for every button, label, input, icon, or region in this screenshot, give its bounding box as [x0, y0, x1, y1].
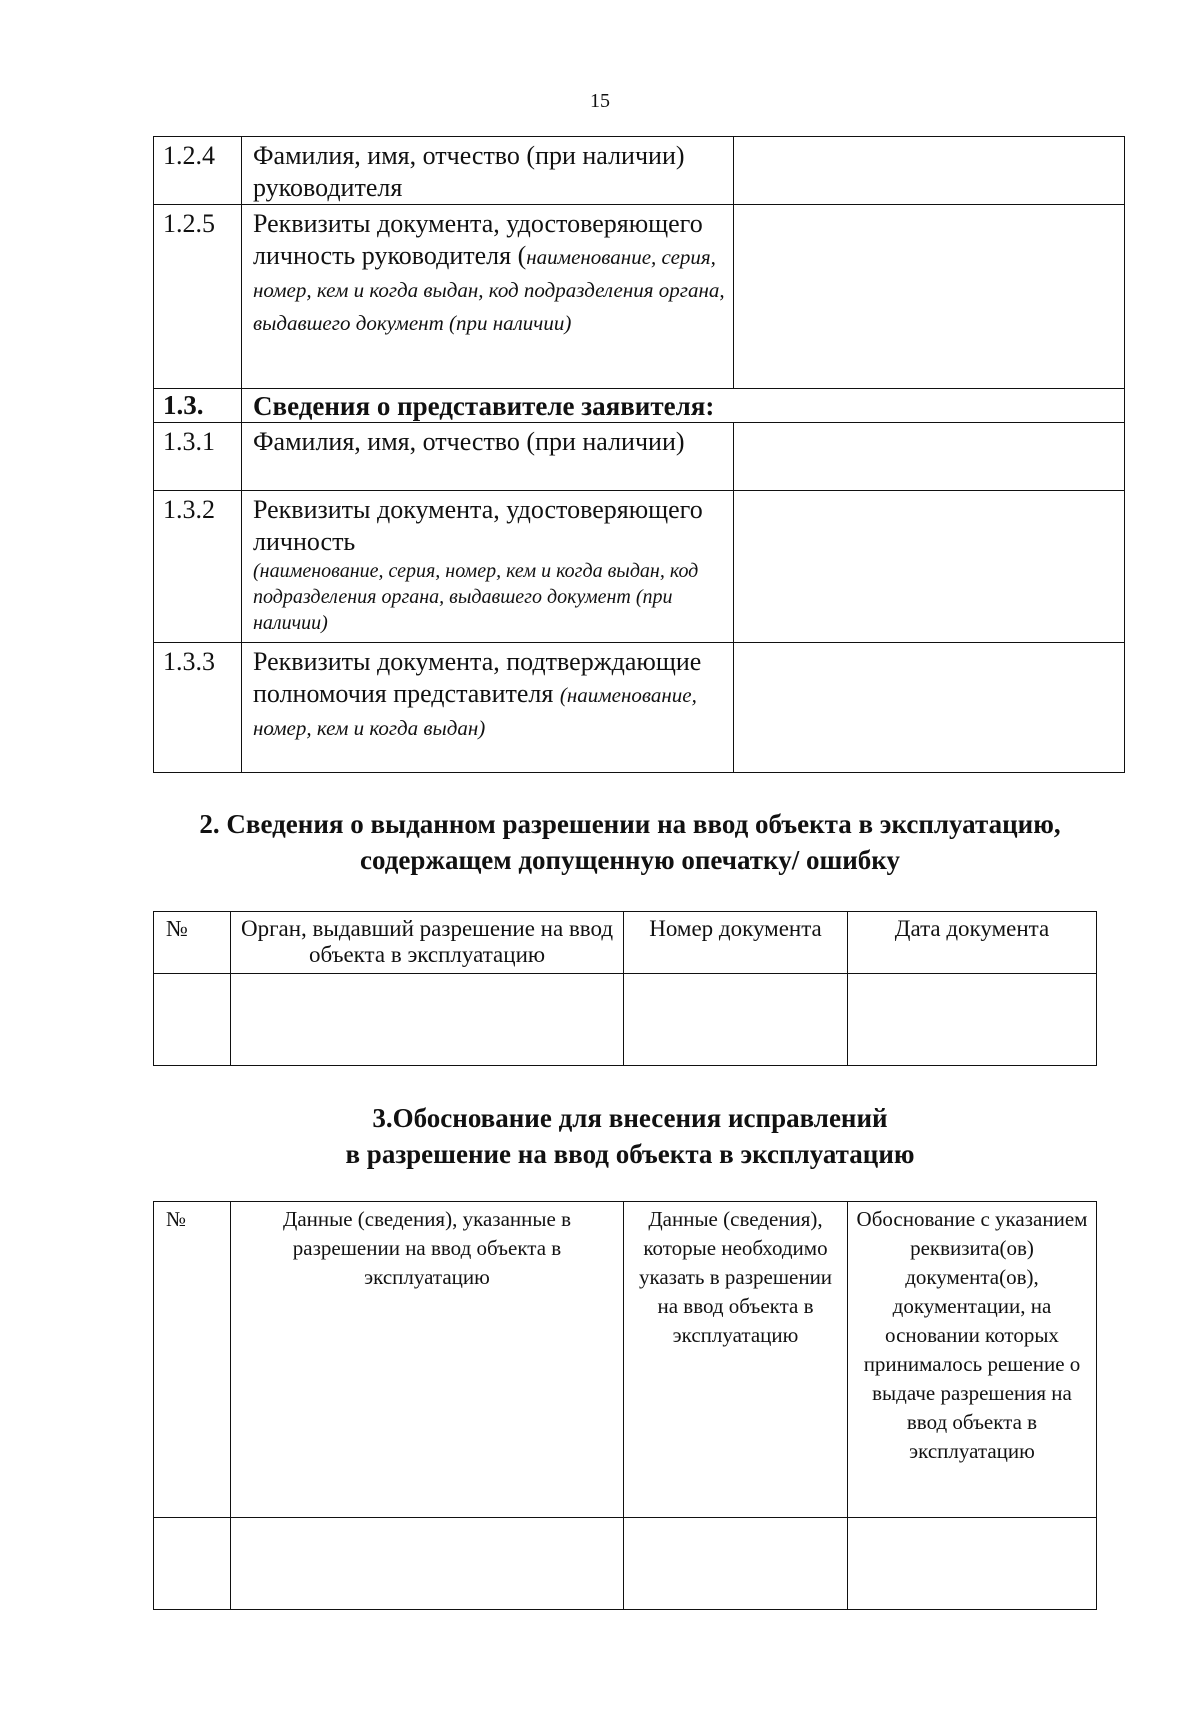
row-note: наименование, серия, номер, кем и когда выдан, код подразделения органа, выдавшего документ (при наличии) — [253, 245, 725, 335]
table-row — [154, 205, 1125, 389]
table-row — [154, 643, 1125, 773]
column-header: Дата документа — [848, 912, 1097, 974]
value-cell[interactable] — [231, 974, 624, 1066]
value-cell[interactable] — [624, 1518, 848, 1610]
section2-heading: 2. Сведения о выданном разрешении на ввод объекта в эксплуатацию, содержащем допущенную опечатку/ ошибку — [199, 809, 1061, 875]
table-row — [154, 389, 1125, 423]
value-cell[interactable] — [848, 974, 1097, 1066]
section3-heading: 3.Обоснование для внесения исправлений в разрешение на ввод объекта в эксплуатацию — [345, 1103, 915, 1169]
value-cell[interactable] — [624, 974, 848, 1066]
column-header: Данные (сведения), указанные в разрешении на ввод объекта в эксплуатацию — [231, 1202, 624, 1518]
value-cell[interactable] — [734, 205, 1125, 389]
value-cell[interactable] — [848, 1518, 1097, 1610]
issued-permit-table — [153, 911, 1097, 1066]
column-header: Обоснование с указанием реквизита(ов) документа(ов), документации, на основании которых принималось решение о выдаче разрешения на ввод объекта в эксплуатацию — [848, 1202, 1097, 1518]
column-header: № — [154, 1202, 231, 1518]
value-cell[interactable] — [734, 137, 1125, 205]
table-row — [154, 137, 1125, 205]
column-header: № — [154, 912, 231, 974]
table-header-row — [154, 912, 1097, 974]
applicant-details-table — [153, 136, 1125, 773]
row-note: (наименование, серия, номер, кем и когда выдан, код подразделения органа, выдавшего документ (при наличии) — [253, 560, 699, 634]
table-row — [154, 1518, 1097, 1610]
row-number: 1.3. — [154, 389, 242, 423]
table-header-row — [154, 1202, 1097, 1518]
row-note: (наименование, номер, кем и когда выдан) — [253, 683, 697, 740]
value-cell[interactable] — [734, 491, 1125, 643]
row-label: Реквизиты документа, удостоверяющего личность руководителя (наименование, серия, номер, кем и когда выдан, код подразделения органа, выдавшего документ (при наличии) — [242, 205, 734, 389]
row-label: Фамилия, имя, отчество (при наличии) руководителя — [242, 137, 734, 205]
column-header: Данные (сведения), которые необходимо указать в разрешении на ввод объекта в эксплуатацию — [624, 1202, 848, 1518]
row-number: 1.3.2 — [154, 491, 242, 643]
value-cell[interactable] — [154, 974, 231, 1066]
row-number: 1.2.5 — [154, 205, 242, 389]
page-number: 15 — [590, 90, 610, 112]
table-row — [154, 974, 1097, 1066]
column-header: Номер документа — [624, 912, 848, 974]
row-number: 1.3.1 — [154, 423, 242, 491]
value-cell[interactable] — [734, 423, 1125, 491]
value-cell[interactable] — [734, 643, 1125, 773]
row-number: 1.3.3 — [154, 643, 242, 773]
row-label: Фамилия, имя, отчество (при наличии) — [242, 423, 734, 491]
table-row — [154, 491, 1125, 643]
value-cell[interactable] — [154, 1518, 231, 1610]
row-label: Реквизиты документа, удостоверяющего личность (наименование, серия, номер, кем и когда выдан, код подразделения органа, выдавшего документ (при наличии) — [242, 491, 734, 643]
value-cell[interactable] — [231, 1518, 624, 1610]
table-row — [154, 423, 1125, 491]
correction-grounds-table — [153, 1201, 1097, 1610]
column-header: Орган, выдавший разрешение на ввод объекта в эксплуатацию — [231, 912, 624, 974]
section-label: Сведения о представителе заявителя: — [242, 389, 1125, 423]
row-label: Реквизиты документа, подтверждающие полномочия представителя (наименование, номер, кем и когда выдан) — [242, 643, 734, 773]
row-number: 1.2.4 — [154, 137, 242, 205]
